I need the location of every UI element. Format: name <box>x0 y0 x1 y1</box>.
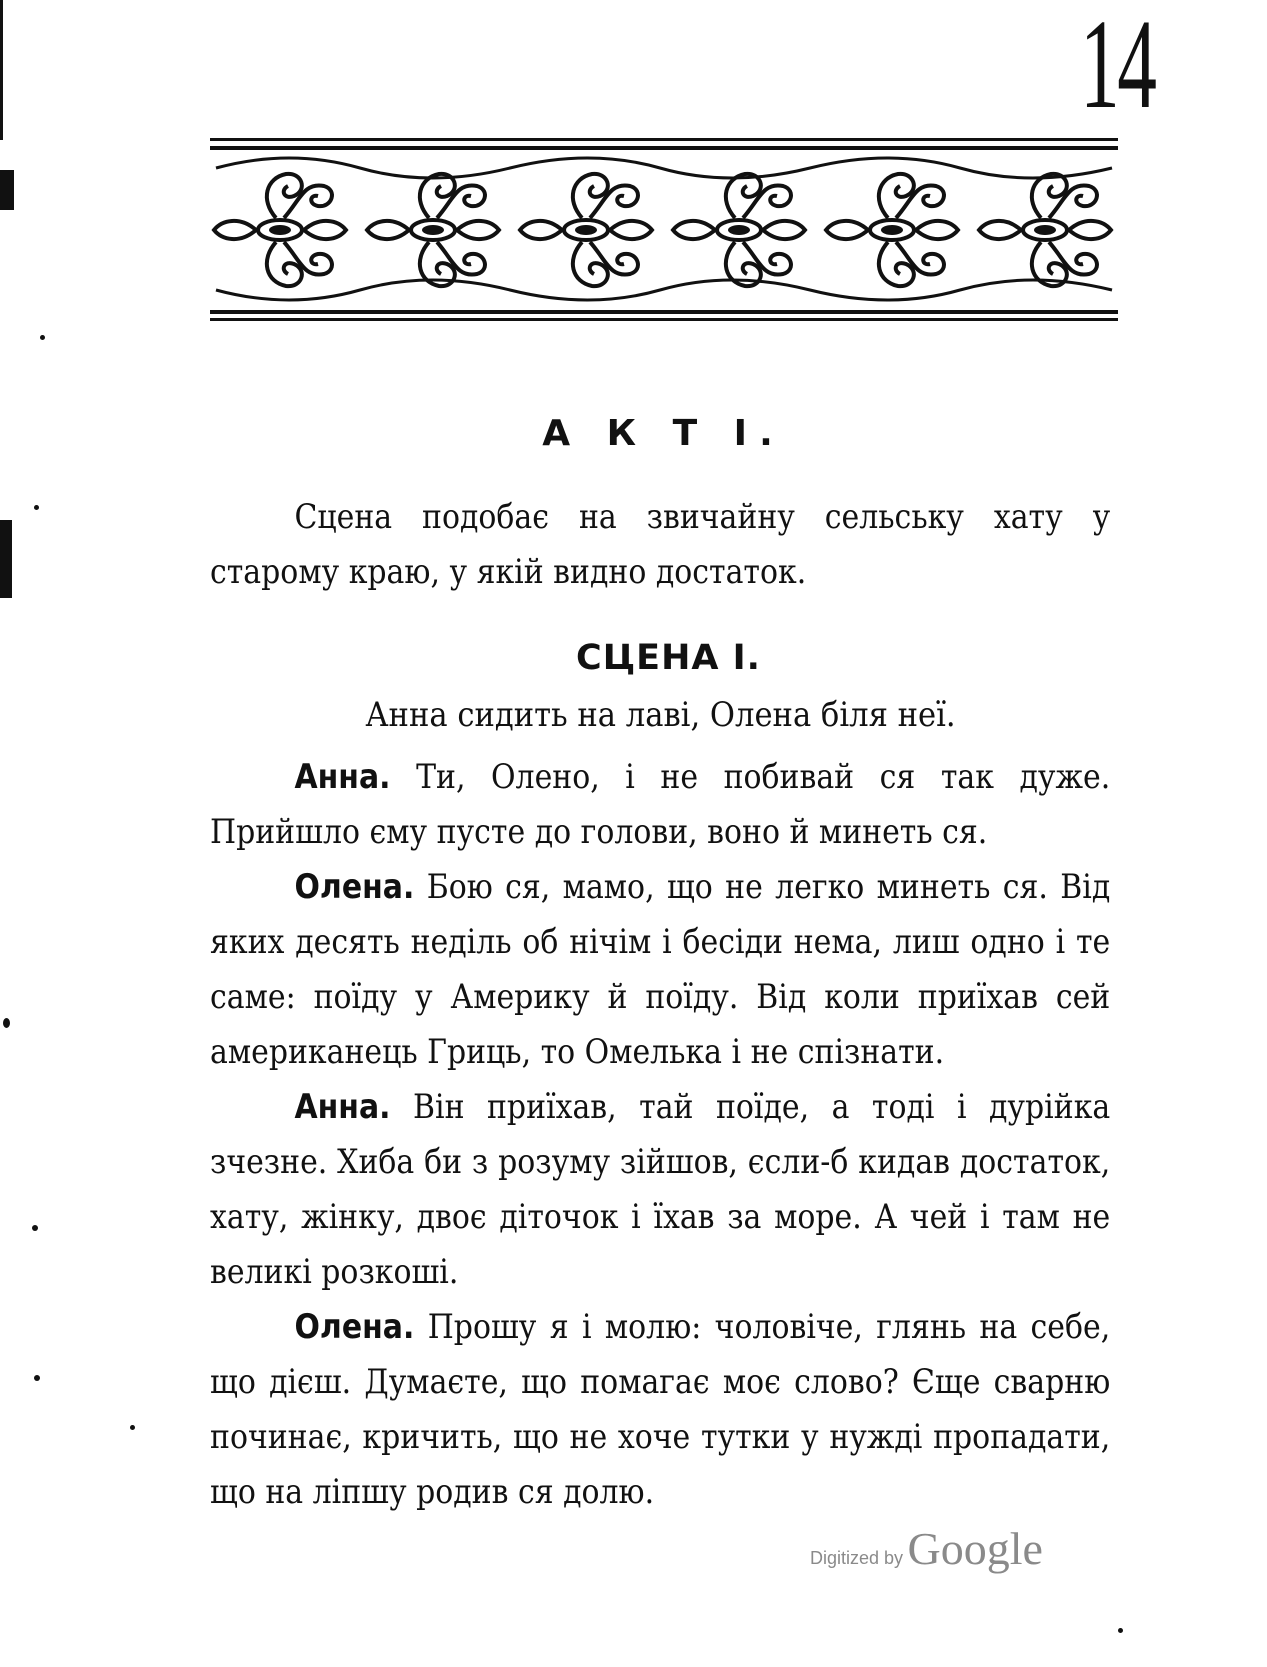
scan-edge-mark <box>0 0 3 140</box>
stage-direction-text: Сцена подобає на звичайну сельську хату у старому краю, у якій видно достаток. <box>210 497 1111 592</box>
dust-speck <box>130 1425 135 1430</box>
speech-text: Ти, Олено, і не побивай ся так дуже. Прийшло єму пусте до голови, воно й минеть ся. <box>210 757 1111 852</box>
speech-text: Прошу я і молю: чоловіче, глянь на себе, що дієш. Думаєте, що помагає моє слово? Єще сварню починає, кричить, що не хоче тутки у нужді пропадати, що на ліпшу родив ся долю. <box>210 1307 1111 1512</box>
scene-title: СЦЕНА I. <box>576 638 761 678</box>
dust-speck <box>32 1225 38 1231</box>
scan-edge-mark <box>0 520 12 598</box>
speaker-name: Анна. <box>294 757 391 797</box>
dialogue-line <box>210 1080 1110 1300</box>
speech-text: Бою ся, мамо, що не легко минеть ся. Від яких десять неділь об нічім і бесіди нема, лиш одно і те саме: поїду у Америку й поїду. Від коли приїхав сей американець Гриць, то Омелька і не спізнати. <box>210 867 1111 1072</box>
page-number: 14 <box>1080 0 1155 135</box>
watermark-brand: Google <box>907 1523 1043 1574</box>
speaker-name: Анна. <box>294 1087 391 1127</box>
scene-stage-direction: Анна сидить на лаві, Олена біля неї. <box>365 695 956 735</box>
dialogue-line <box>210 750 1110 860</box>
digitized-watermark <box>810 1522 1043 1575</box>
act-title: А К Т I. <box>542 413 785 454</box>
scan-edge-mark <box>0 170 14 210</box>
dialogue-line <box>210 1300 1110 1520</box>
speaker-name: Олена. <box>294 867 415 907</box>
decorative-header-ornament <box>210 138 1118 322</box>
opening-stage-direction <box>210 490 1111 600</box>
dust-speck <box>3 1018 10 1028</box>
dust-speck <box>40 335 45 340</box>
dust-speck <box>1118 1628 1123 1633</box>
dust-speck <box>34 1375 40 1381</box>
watermark-prefix: Digitized by <box>810 1548 904 1568</box>
speaker-name: Олена. <box>294 1307 415 1347</box>
speech-text: Він приїхав, тай поїде, а тоді і дурійка зчезне. Хиба би з розуму зійшов, єсли-б кидав достаток, хату, жінку, двоє діточок і їхав за море. А чей і там не великі розкоші. <box>210 1087 1111 1292</box>
dust-speck <box>34 505 39 510</box>
dialogue-line <box>210 860 1110 1080</box>
dialogue-block <box>210 750 1111 1520</box>
